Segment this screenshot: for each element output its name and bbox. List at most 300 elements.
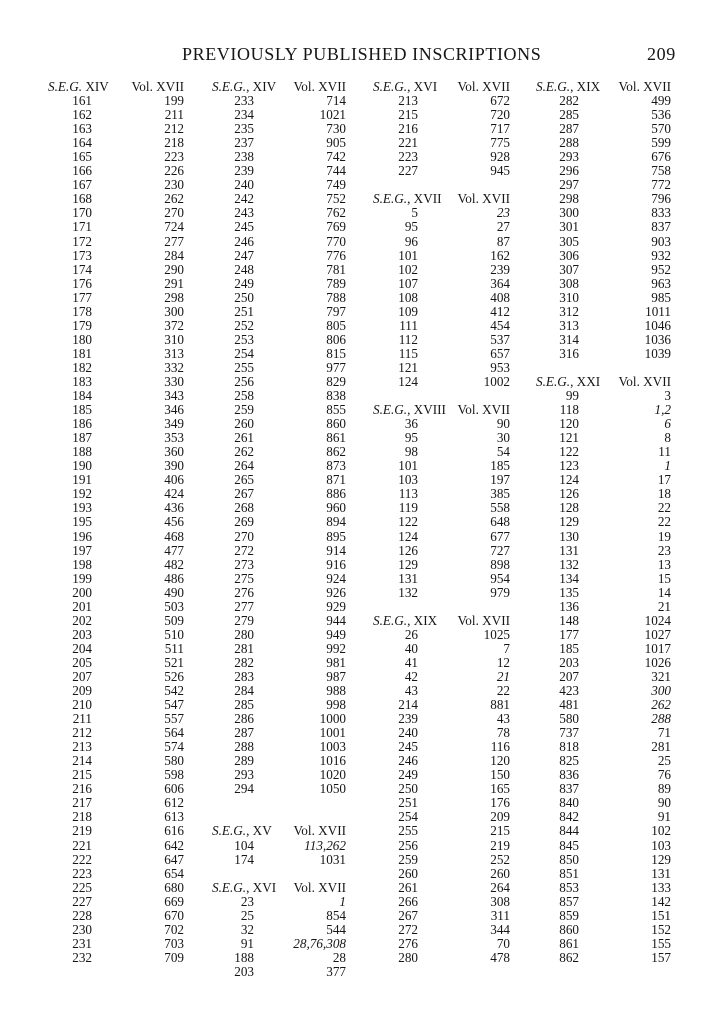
concordance-row	[536, 628, 671, 642]
target-number: 926	[326, 584, 346, 600]
source-number: 91	[240, 935, 254, 951]
heading-volume: XV	[252, 823, 272, 839]
source-number: 190	[72, 458, 92, 474]
source-number: 115	[398, 345, 418, 361]
concordance-row	[212, 249, 346, 263]
target-number: 28,76,308	[293, 935, 346, 951]
source-number: 250	[234, 289, 254, 305]
concordance-row	[48, 853, 184, 867]
target-number: 19	[657, 528, 671, 544]
target-number: 477	[164, 542, 184, 558]
target-number: 886	[326, 486, 346, 502]
concordance-row	[212, 277, 346, 291]
concordance-row	[212, 333, 346, 347]
concordance-row	[373, 150, 510, 164]
heading-source	[373, 192, 442, 206]
concordance-row	[373, 235, 510, 249]
target-number: 945	[490, 163, 510, 179]
block-spacer	[536, 361, 671, 375]
target-number: 838	[326, 388, 346, 404]
target-number: 103	[651, 837, 671, 853]
heading-target-volume: Vol. XVII	[293, 879, 346, 895]
concordance-row	[212, 473, 346, 487]
heading-target-volume: Vol. XVII	[457, 402, 510, 418]
concordance-row	[212, 459, 346, 473]
source-number: 163	[72, 121, 92, 137]
source-number: 266	[398, 893, 418, 909]
source-number: 113	[398, 486, 418, 502]
target-number: 727	[490, 542, 510, 558]
concordance-row	[212, 122, 346, 136]
concordance-row	[373, 782, 510, 796]
concordance-row	[536, 108, 671, 122]
source-number: 845	[559, 837, 579, 853]
source-number: 124	[398, 528, 418, 544]
concordance-row	[536, 305, 671, 319]
target-number: 564	[164, 725, 184, 741]
source-number: 861	[559, 935, 579, 951]
concordance-row	[373, 881, 510, 895]
target-number: 977	[326, 359, 346, 375]
concordance-row	[536, 839, 671, 853]
concordance-row	[212, 544, 346, 558]
source-number: 283	[234, 668, 254, 684]
concordance-row	[373, 909, 510, 923]
target-number: 558	[490, 500, 510, 516]
source-number: 120	[559, 416, 579, 432]
source-number: 240	[234, 177, 254, 193]
target-number: 547	[164, 697, 184, 713]
target-number: 932	[651, 247, 671, 263]
source-number: 245	[398, 739, 418, 755]
target-number: 226	[164, 163, 184, 179]
concordance-row	[212, 417, 346, 431]
source-number: 204	[72, 640, 92, 656]
concordance-row	[48, 431, 184, 445]
concordance-row	[536, 656, 671, 670]
target-number: 406	[164, 472, 184, 488]
target-number: 343	[164, 388, 184, 404]
concordance-row	[536, 291, 671, 305]
concordance-row	[48, 586, 184, 600]
source-number: 202	[72, 612, 92, 628]
target-number: 89	[657, 781, 671, 797]
source-number: 170	[72, 205, 92, 221]
source-number: 851	[559, 865, 579, 881]
source-number: 130	[559, 528, 579, 544]
target-number: 155	[651, 935, 671, 951]
source-number: 109	[398, 303, 418, 319]
target-number: 157	[651, 949, 671, 965]
source-number: 124	[559, 472, 579, 488]
source-number: 197	[72, 542, 92, 558]
target-number: 855	[326, 402, 346, 418]
target-number: 676	[651, 149, 671, 165]
source-number: 216	[398, 121, 418, 137]
source-number: 287	[559, 121, 579, 137]
concordance-row	[536, 473, 671, 487]
source-number: 200	[72, 584, 92, 600]
source-number: 107	[398, 275, 418, 291]
concordance-row	[212, 235, 346, 249]
source-number: 95	[404, 430, 418, 446]
source-number: 162	[72, 107, 92, 123]
heading-target-volume: Vol. XVII	[131, 79, 184, 94]
target-number: 288	[651, 711, 671, 727]
target-number: 330	[164, 373, 184, 389]
heading-volume: XVI	[252, 879, 277, 895]
target-number: 914	[326, 542, 346, 558]
target-number: 262	[651, 697, 671, 713]
concordance-row	[373, 867, 510, 881]
concordance-row	[536, 94, 671, 108]
heading-target-volume: Vol. XVII	[457, 191, 510, 207]
concordance-row	[48, 726, 184, 740]
concordance-row	[373, 572, 510, 586]
concordance-row	[536, 600, 671, 614]
target-number: 1031	[319, 851, 346, 867]
target-number: 185	[490, 458, 510, 474]
heading-abbrev: S.E.G.	[48, 79, 83, 94]
target-number: 215	[490, 823, 510, 839]
source-number: 316	[559, 345, 579, 361]
concordance-row	[536, 263, 671, 277]
source-number: 287	[234, 725, 254, 741]
concordance-row	[212, 136, 346, 150]
source-number: 280	[398, 949, 418, 965]
target-number: 385	[490, 486, 510, 502]
target-number: 648	[490, 514, 510, 530]
source-number: 282	[559, 93, 579, 109]
concordance-heading	[373, 192, 510, 206]
source-number: 187	[72, 430, 92, 446]
target-number: 211	[164, 107, 184, 123]
target-number: 657	[490, 345, 510, 361]
target-number: 87	[496, 233, 510, 249]
source-number: 205	[72, 654, 92, 670]
concordance-row	[536, 459, 671, 473]
target-number: 90	[657, 795, 671, 811]
concordance-row	[48, 909, 184, 923]
target-number: 11	[658, 444, 671, 460]
source-number: 203	[234, 963, 254, 979]
source-number: 101	[398, 458, 418, 474]
target-number: 873	[326, 458, 346, 474]
target-number: 344	[490, 921, 510, 937]
concordance-row	[48, 333, 184, 347]
target-number: 456	[164, 514, 184, 530]
concordance-row	[212, 361, 346, 375]
source-number: 252	[234, 317, 254, 333]
target-number: 677	[490, 528, 510, 544]
concordance-heading	[48, 80, 184, 94]
heading-target-volume: Vol. XVII	[293, 79, 346, 94]
source-number: 111	[399, 317, 418, 333]
target-number: 281	[651, 739, 671, 755]
target-number: 150	[490, 767, 510, 783]
concordance-row	[212, 94, 346, 108]
target-number: 43	[496, 711, 510, 727]
heading-source	[373, 614, 437, 628]
concordance-row	[48, 361, 184, 375]
target-number: 1036	[644, 331, 671, 347]
running-title: PREVIOUSLY PUBLISHED INSCRIPTIONS	[182, 44, 542, 64]
concordance-row	[212, 305, 346, 319]
target-number: 1046	[644, 317, 671, 333]
target-number: 987	[326, 668, 346, 684]
source-number: 180	[72, 331, 92, 347]
target-number: 1021	[319, 107, 346, 123]
concordance-row	[48, 558, 184, 572]
concordance-row	[536, 178, 671, 192]
concordance-row	[373, 249, 510, 263]
target-number: 223	[164, 149, 184, 165]
source-number: 288	[559, 135, 579, 151]
target-number: 209	[490, 809, 510, 825]
source-number: 148	[559, 612, 579, 628]
target-number: 954	[490, 570, 510, 586]
source-number: 239	[234, 163, 254, 179]
concordance-row	[373, 305, 510, 319]
source-number: 25	[240, 907, 254, 923]
concordance-row	[212, 501, 346, 515]
concordance-row	[373, 670, 510, 684]
source-number: 297	[559, 177, 579, 193]
source-number: 243	[234, 205, 254, 221]
source-number: 122	[559, 444, 579, 460]
target-number: 412	[490, 303, 510, 319]
concordance-row	[536, 895, 671, 909]
concordance-row	[48, 951, 184, 965]
target-number: 165	[490, 781, 510, 797]
target-number: 860	[326, 416, 346, 432]
target-number: 526	[164, 668, 184, 684]
source-number: 32	[240, 921, 254, 937]
source-number: 102	[398, 261, 418, 277]
concordance-row	[212, 108, 346, 122]
source-number: 842	[559, 809, 579, 825]
heading-separator: ,	[246, 879, 253, 895]
target-number: 90	[496, 416, 510, 432]
source-number: 860	[559, 921, 579, 937]
concordance-row	[212, 642, 346, 656]
source-number: 104	[234, 837, 254, 853]
concordance-row	[48, 235, 184, 249]
source-number: 176	[72, 275, 92, 291]
source-number: 177	[559, 626, 579, 642]
target-number: 772	[651, 177, 671, 193]
source-number: 177	[72, 289, 92, 305]
block-spacer	[373, 178, 510, 192]
concordance-row	[48, 164, 184, 178]
source-number: 221	[398, 135, 418, 151]
target-number: 815	[326, 345, 346, 361]
target-number: 360	[164, 444, 184, 460]
source-number: 862	[559, 949, 579, 965]
target-number: 871	[326, 472, 346, 488]
target-number: 133	[651, 879, 671, 895]
source-number: 306	[559, 247, 579, 263]
source-number: 217	[72, 795, 92, 811]
concordance-row	[212, 895, 346, 909]
target-number: 1027	[644, 626, 671, 642]
source-number: 844	[559, 823, 579, 839]
target-number: 981	[326, 654, 346, 670]
target-number: 724	[164, 219, 184, 235]
target-number: 262	[164, 191, 184, 207]
concordance-row	[373, 726, 510, 740]
source-number: 255	[234, 359, 254, 375]
concordance-row	[212, 572, 346, 586]
heading-abbrev: S.E.G.	[373, 402, 408, 418]
source-number: 225	[72, 879, 92, 895]
target-number: 511	[164, 640, 184, 656]
source-number: 103	[398, 472, 418, 488]
concordance-row	[48, 347, 184, 361]
source-number: 36	[404, 416, 418, 432]
source-number: 132	[398, 584, 418, 600]
target-number: 881	[490, 697, 510, 713]
source-number: 185	[559, 640, 579, 656]
target-number: 861	[326, 430, 346, 446]
concordance-row	[48, 642, 184, 656]
concordance-row	[536, 501, 671, 515]
source-number: 240	[398, 725, 418, 741]
concordance-row	[212, 347, 346, 361]
target-number: 15	[657, 570, 671, 586]
concordance-row	[212, 445, 346, 459]
concordance-row	[373, 361, 510, 375]
concordance-row	[536, 937, 671, 951]
concordance-row	[373, 431, 510, 445]
concordance-row	[536, 150, 671, 164]
concordance-row	[48, 839, 184, 853]
source-number: 273	[234, 556, 254, 572]
source-number: 212	[72, 725, 92, 741]
concordance-row	[212, 853, 346, 867]
source-number: 265	[234, 472, 254, 488]
source-number: 132	[559, 556, 579, 572]
source-number: 219	[72, 823, 92, 839]
source-number: 222	[72, 851, 92, 867]
heading-source	[212, 881, 276, 895]
source-number: 314	[559, 331, 579, 347]
source-number: 181	[72, 345, 92, 361]
concordance-row	[373, 347, 510, 361]
concordance-row	[212, 178, 346, 192]
heading-volume: XIX	[576, 79, 601, 94]
target-number: 979	[490, 584, 510, 600]
source-number: 213	[398, 93, 418, 109]
concordance-row	[48, 277, 184, 291]
target-number: 960	[326, 500, 346, 516]
target-number: 162	[490, 247, 510, 263]
concordance-row	[212, 530, 346, 544]
concordance-row	[373, 558, 510, 572]
concordance-row	[48, 712, 184, 726]
concordance-row	[373, 375, 510, 389]
target-number: 929	[326, 598, 346, 614]
target-number: 702	[164, 921, 184, 937]
concordance-row	[212, 375, 346, 389]
target-number: 239	[490, 261, 510, 277]
concordance-row	[48, 150, 184, 164]
target-number: 478	[490, 949, 510, 965]
target-number: 308	[490, 893, 510, 909]
target-number: 8	[664, 430, 671, 446]
target-number: 833	[651, 205, 671, 221]
target-number: 25	[657, 753, 671, 769]
concordance-row	[536, 853, 671, 867]
target-number: 730	[326, 121, 346, 137]
concordance-row	[373, 839, 510, 853]
source-number: 285	[234, 697, 254, 713]
target-number: 21	[657, 598, 671, 614]
target-number: 23	[657, 542, 671, 558]
concordance-row	[48, 530, 184, 544]
target-number: 260	[490, 865, 510, 881]
concordance-row	[536, 431, 671, 445]
source-number: 857	[559, 893, 579, 909]
heading-source	[373, 80, 437, 94]
source-number: 227	[398, 163, 418, 179]
target-number: 805	[326, 317, 346, 333]
target-number: 218	[164, 135, 184, 151]
concordance-row	[536, 796, 671, 810]
source-number: 305	[559, 233, 579, 249]
target-number: 509	[164, 612, 184, 628]
source-number: 210	[72, 697, 92, 713]
source-number: 242	[234, 191, 254, 207]
target-number: 1,2	[654, 402, 671, 418]
source-number: 188	[72, 444, 92, 460]
concordance-row	[373, 656, 510, 670]
concordance-row	[373, 895, 510, 909]
source-number: 95	[404, 219, 418, 235]
concordance-row	[212, 965, 346, 979]
target-number: 544	[326, 921, 346, 937]
concordance-row	[373, 501, 510, 515]
concordance-row	[48, 796, 184, 810]
concordance-row	[48, 600, 184, 614]
target-number: 113,262	[304, 837, 346, 853]
concordance-row	[212, 951, 346, 965]
source-number: 286	[234, 711, 254, 727]
concordance-row	[212, 839, 346, 853]
heading-abbrev: S.E.G.	[212, 879, 247, 895]
concordance-row	[536, 867, 671, 881]
concordance-row	[373, 108, 510, 122]
source-number: 98	[404, 444, 418, 460]
source-number: 255	[398, 823, 418, 839]
concordance-row	[48, 375, 184, 389]
concordance-row	[536, 740, 671, 754]
target-number: 670	[164, 907, 184, 923]
concordance-column-2	[212, 80, 346, 979]
target-number: 91	[657, 809, 671, 825]
concordance-row	[48, 389, 184, 403]
target-number: 599	[651, 135, 671, 151]
concordance-row	[536, 698, 671, 712]
source-number: 261	[234, 430, 254, 446]
source-number: 173	[72, 247, 92, 263]
concordance-row	[48, 305, 184, 319]
target-number: 862	[326, 444, 346, 460]
source-number: 166	[72, 163, 92, 179]
source-number: 262	[234, 444, 254, 460]
source-number: 129	[559, 514, 579, 530]
target-number: 998	[326, 697, 346, 713]
